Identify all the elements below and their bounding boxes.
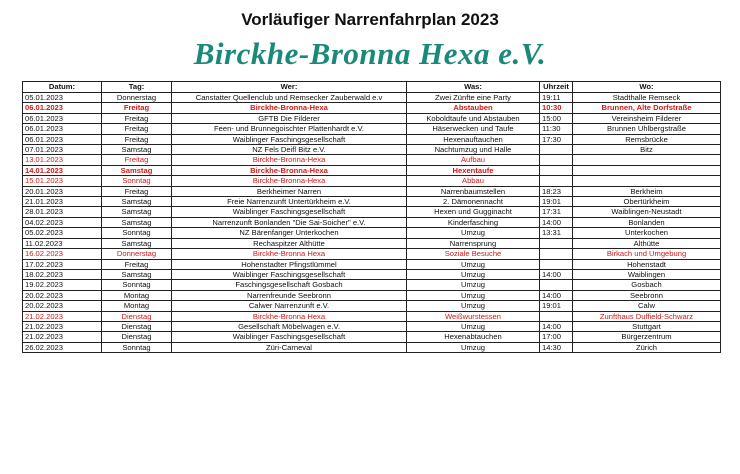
cell-who: Waiblinger Faschingsgesellschaft bbox=[172, 269, 407, 279]
cell-who: Narrenzunft Bonlanden "Die Sai-Soicher" e.V. bbox=[172, 217, 407, 227]
table-row bbox=[23, 269, 721, 279]
cell-date: 21.01.2023 bbox=[23, 197, 102, 207]
cell-who: Birckhe-Bronna-Hexa bbox=[172, 103, 407, 113]
cell-date: 11.02.2023 bbox=[23, 238, 102, 248]
table-row bbox=[23, 207, 721, 217]
club-name: Birckhe-Bronna Hexa e.V. bbox=[193, 36, 547, 71]
cell-day: Freitag bbox=[102, 259, 172, 269]
table-row bbox=[23, 259, 721, 269]
cell-date: 04.02.2023 bbox=[23, 217, 102, 227]
cell-what: Weißwurstessen bbox=[407, 311, 540, 321]
cell-who: Faschingsgesellschaft Gosbach bbox=[172, 280, 407, 290]
header-what: Was: bbox=[407, 82, 540, 93]
cell-day: Sonntag bbox=[102, 176, 172, 186]
cell-who: Birckhe-Bronna Hexa bbox=[172, 311, 407, 321]
cell-day: Freitag bbox=[102, 113, 172, 123]
cell-where bbox=[573, 155, 721, 165]
cell-who: Waiblinger Faschingsgesellschaft bbox=[172, 332, 407, 342]
page-title: Vorläufiger Narrenfahrplan 2023 bbox=[241, 10, 499, 29]
table-row bbox=[23, 155, 721, 165]
table-row bbox=[23, 103, 721, 113]
cell-where: Zürich bbox=[573, 342, 721, 352]
table-header-row bbox=[23, 82, 721, 93]
cell-time: 13:31 bbox=[540, 228, 573, 238]
cell-where: Waiblingen-Neustadt bbox=[573, 207, 721, 217]
cell-where bbox=[573, 176, 721, 186]
cell-day: Samstag bbox=[102, 165, 172, 175]
cell-what: Zwei Zünfte eine Party bbox=[407, 93, 540, 103]
cell-what: Umzug bbox=[407, 321, 540, 331]
cell-who: Birckhe-Bronna-Hexa bbox=[172, 165, 407, 175]
cell-time: 17:31 bbox=[540, 207, 573, 217]
cell-time bbox=[540, 311, 573, 321]
cell-what: Hexenabtauchen bbox=[407, 332, 540, 342]
cell-date: 21.02.2023 bbox=[23, 311, 102, 321]
cell-day: Dienstag bbox=[102, 332, 172, 342]
cell-date: 05.02.2023 bbox=[23, 228, 102, 238]
cell-who: Calwer Narrenzunft e.V. bbox=[172, 301, 407, 311]
table-row bbox=[23, 124, 721, 134]
cell-what: Umzug bbox=[407, 280, 540, 290]
cell-time: 14:00 bbox=[540, 269, 573, 279]
cell-what: Umzug bbox=[407, 342, 540, 352]
cell-date: 19.02.2023 bbox=[23, 280, 102, 290]
cell-what: Koboldtaufe und Abstauben bbox=[407, 113, 540, 123]
cell-day: Sonntag bbox=[102, 280, 172, 290]
cell-where: Calw bbox=[573, 301, 721, 311]
cell-who: Birckhe-Bronna-Hexa bbox=[172, 155, 407, 165]
cell-time: 18:23 bbox=[540, 186, 573, 196]
table-row bbox=[23, 280, 721, 290]
cell-date: 13.01.2023 bbox=[23, 155, 102, 165]
cell-who: Waiblinger Faschingsgesellschaft bbox=[172, 134, 407, 144]
cell-what: Umzug bbox=[407, 301, 540, 311]
cell-date: 20.01.2023 bbox=[23, 186, 102, 196]
cell-what: Narrensprung bbox=[407, 238, 540, 248]
cell-day: Sonntag bbox=[102, 342, 172, 352]
cell-time bbox=[540, 145, 573, 155]
cell-where: Brunnen, Alte Dorfstraße bbox=[573, 103, 721, 113]
table-row bbox=[23, 311, 721, 321]
cell-time: 19:01 bbox=[540, 301, 573, 311]
cell-who: Birckhe-Bronna-Hexa bbox=[172, 176, 407, 186]
table-row bbox=[23, 134, 721, 144]
table-row bbox=[23, 342, 721, 352]
cell-day: Freitag bbox=[102, 155, 172, 165]
cell-date: 18.02.2023 bbox=[23, 269, 102, 279]
cell-where: Zunfthaus Duffield-Schwarz bbox=[573, 311, 721, 321]
cell-time bbox=[540, 155, 573, 165]
cell-date: 21.02.2023 bbox=[23, 332, 102, 342]
cell-where: Unterkochen bbox=[573, 228, 721, 238]
cell-who: Rechaspitzer Althütte bbox=[172, 238, 407, 248]
cell-what: 2. Dämonennacht bbox=[407, 197, 540, 207]
cell-day: Freitag bbox=[102, 186, 172, 196]
schedule-table bbox=[22, 81, 721, 353]
cell-date: 07.01.2023 bbox=[23, 145, 102, 155]
cell-time: 14:00 bbox=[540, 217, 573, 227]
cell-what: Umzug bbox=[407, 259, 540, 269]
cell-date: 20.02.2023 bbox=[23, 290, 102, 300]
cell-time: 14:00 bbox=[540, 290, 573, 300]
cell-who: Züri-Carneval bbox=[172, 342, 407, 352]
table-row bbox=[23, 238, 721, 248]
cell-time: 14:00 bbox=[540, 321, 573, 331]
table-row bbox=[23, 176, 721, 186]
cell-where: Hohenstadt bbox=[573, 259, 721, 269]
cell-day: Montag bbox=[102, 290, 172, 300]
cell-time: 15:00 bbox=[540, 113, 573, 123]
cell-day: Donnerstag bbox=[102, 249, 172, 259]
cell-what: Umzug bbox=[407, 290, 540, 300]
cell-time bbox=[540, 176, 573, 186]
cell-what: Hexen und Gugginacht bbox=[407, 207, 540, 217]
cell-time bbox=[540, 165, 573, 175]
cell-day: Dienstag bbox=[102, 321, 172, 331]
cell-who: GFTB Die Filderer bbox=[172, 113, 407, 123]
cell-what: Umzug bbox=[407, 269, 540, 279]
cell-where: Bonlanden bbox=[573, 217, 721, 227]
cell-date: 06.01.2023 bbox=[23, 134, 102, 144]
cell-time bbox=[540, 238, 573, 248]
table-row bbox=[23, 332, 721, 342]
cell-day: Montag bbox=[102, 301, 172, 311]
cell-where: Stadthalle Remseck bbox=[573, 93, 721, 103]
cell-where: Althütte bbox=[573, 238, 721, 248]
cell-date: 16.02.2023 bbox=[23, 249, 102, 259]
cell-date: 21.02.2023 bbox=[23, 321, 102, 331]
table-row bbox=[23, 93, 721, 103]
cell-date: 17.02.2023 bbox=[23, 259, 102, 269]
cell-day: Samstag bbox=[102, 207, 172, 217]
cell-date: 15.01.2023 bbox=[23, 176, 102, 186]
cell-who: Waiblinger Faschingsgesellschaft bbox=[172, 207, 407, 217]
cell-who: Canstatter Quellenclub und Remsecker Zauberwald e.v bbox=[172, 93, 407, 103]
cell-time bbox=[540, 259, 573, 269]
cell-what: Abstauben bbox=[407, 103, 540, 113]
cell-where: Stuttgart bbox=[573, 321, 721, 331]
cell-who: Birckhe-Bronna Hexa bbox=[172, 249, 407, 259]
cell-date: 06.01.2023 bbox=[23, 103, 102, 113]
header-where: Wo: bbox=[573, 82, 721, 93]
cell-day: Dienstag bbox=[102, 311, 172, 321]
header-time: Uhrzeit bbox=[540, 82, 573, 93]
cell-where: Waiblingen bbox=[573, 269, 721, 279]
cell-where: Obertürkheim bbox=[573, 197, 721, 207]
cell-date: 06.01.2023 bbox=[23, 124, 102, 134]
cell-day: Sonntag bbox=[102, 228, 172, 238]
table-row bbox=[23, 197, 721, 207]
table-row bbox=[23, 249, 721, 259]
cell-where bbox=[573, 165, 721, 175]
cell-where: Remsbrücke bbox=[573, 134, 721, 144]
table-row bbox=[23, 145, 721, 155]
header-date: Datum: bbox=[23, 82, 102, 93]
table-row bbox=[23, 321, 721, 331]
table-row bbox=[23, 165, 721, 175]
cell-day: Samstag bbox=[102, 269, 172, 279]
cell-where: Seebronn bbox=[573, 290, 721, 300]
table-row bbox=[23, 290, 721, 300]
cell-where: Bürgerzentrum bbox=[573, 332, 721, 342]
cell-what: Abbau bbox=[407, 176, 540, 186]
cell-where: Brunnen Uhlbergstraße bbox=[573, 124, 721, 134]
table-row bbox=[23, 186, 721, 196]
cell-date: 06.01.2023 bbox=[23, 113, 102, 123]
cell-time: 19:01 bbox=[540, 197, 573, 207]
cell-time bbox=[540, 249, 573, 259]
header-who: Wer: bbox=[172, 82, 407, 93]
cell-where: Gosbach bbox=[573, 280, 721, 290]
cell-what: Narrenbaumstellen bbox=[407, 186, 540, 196]
cell-who: Hohenstadter Pfingstlümmel bbox=[172, 259, 407, 269]
cell-what: Hexentaufe bbox=[407, 165, 540, 175]
cell-day: Samstag bbox=[102, 145, 172, 155]
cell-what: Hexenauftauchen bbox=[407, 134, 540, 144]
cell-time: 19:11 bbox=[540, 93, 573, 103]
cell-who: Narrenfreunde Seebronn bbox=[172, 290, 407, 300]
cell-what: Umzug bbox=[407, 228, 540, 238]
cell-what: Soziale Besuche bbox=[407, 249, 540, 259]
cell-where: Birkach und Umgebung bbox=[573, 249, 721, 259]
cell-day: Samstag bbox=[102, 238, 172, 248]
header-day: Tag: bbox=[102, 82, 172, 93]
cell-who: NZ Bärenfanger Unterkochen bbox=[172, 228, 407, 238]
cell-day: Samstag bbox=[102, 197, 172, 207]
cell-where: Berkheim bbox=[573, 186, 721, 196]
cell-where: Bitz bbox=[573, 145, 721, 155]
table-row bbox=[23, 113, 721, 123]
cell-who: Gesellschaft Möbelwagen e.V. bbox=[172, 321, 407, 331]
cell-day: Donnerstag bbox=[102, 93, 172, 103]
cell-date: 05.01.2023 bbox=[23, 93, 102, 103]
cell-what: Nachtumzug und Halle bbox=[407, 145, 540, 155]
cell-date: 28.01.2023 bbox=[23, 207, 102, 217]
cell-what: Häserwecken und Taufe bbox=[407, 124, 540, 134]
cell-day: Samstag bbox=[102, 217, 172, 227]
cell-where: Vereinsheim Filderer bbox=[573, 113, 721, 123]
cell-date: 14.01.2023 bbox=[23, 165, 102, 175]
cell-time bbox=[540, 280, 573, 290]
cell-time: 11:30 bbox=[540, 124, 573, 134]
cell-time: 17:30 bbox=[540, 134, 573, 144]
cell-who: Feen- und Brunnegoischter Plattenhardt e.V. bbox=[172, 124, 407, 134]
cell-day: Freitag bbox=[102, 134, 172, 144]
table-row bbox=[23, 228, 721, 238]
cell-who: NZ Fels Deifl Bitz e.V. bbox=[172, 145, 407, 155]
cell-what: Kinderfasching bbox=[407, 217, 540, 227]
cell-time: 14:30 bbox=[540, 342, 573, 352]
table-row bbox=[23, 301, 721, 311]
cell-time: 10:30 bbox=[540, 103, 573, 113]
cell-date: 26.02.2023 bbox=[23, 342, 102, 352]
cell-what: Aufbau bbox=[407, 155, 540, 165]
cell-day: Freitag bbox=[102, 124, 172, 134]
table-row bbox=[23, 217, 721, 227]
cell-time: 17:00 bbox=[540, 332, 573, 342]
cell-who: Freie Narrenzunft Untertürkheim e.V. bbox=[172, 197, 407, 207]
cell-date: 20.02.2023 bbox=[23, 301, 102, 311]
cell-who: Berkheimer Narren bbox=[172, 186, 407, 196]
cell-day: Freitag bbox=[102, 103, 172, 113]
